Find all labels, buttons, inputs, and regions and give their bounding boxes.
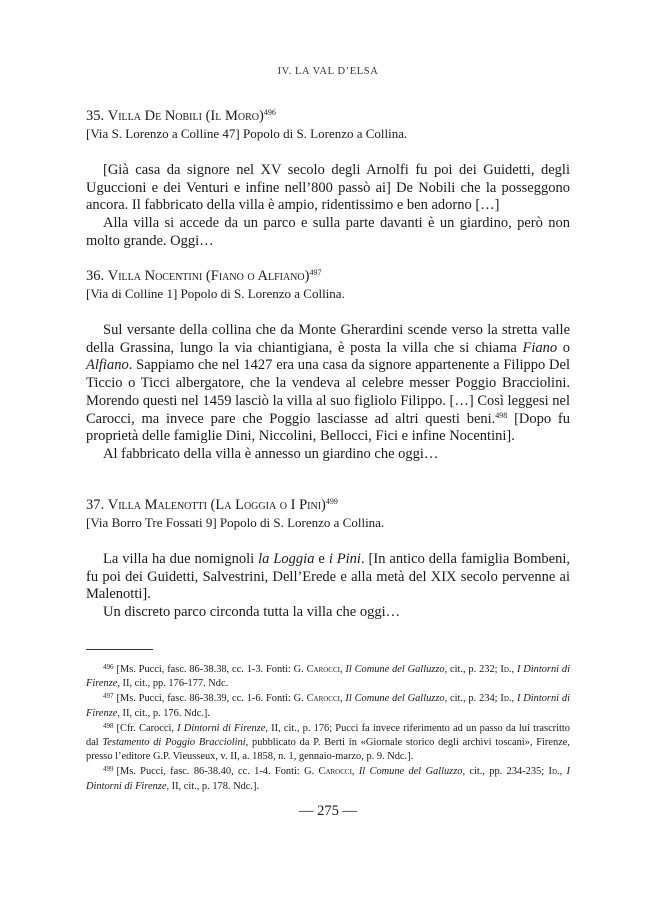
- running-head: IV. LA VAL D’ELSA: [277, 66, 379, 77]
- entry-paragraph: [Già casa da signore nel XV secolo degli Arnolfi fu poi dei Guidetti, degli Uguccioni e dei Venturi e infine nell’800 passò ai] De Nobili che la posseggono ancora. Il fabbricato della villa è ampio, ridentissimo e ben adorno […]: [86, 162, 570, 214]
- entry-location: [Via Borro Tre Fossati 9] Popolo di S. Lorenzo a Collina.: [86, 515, 385, 530]
- entry-title-text: Villa Nocentini (Fiano o Alfiano): [107, 268, 310, 284]
- footnote-rule: [86, 649, 153, 650]
- entry-title-text: Villa Malenotti (La Loggia o I Pini): [107, 497, 326, 513]
- entry-36: [86, 268, 570, 464]
- book-page: [86, 0, 570, 917]
- entry-title-text: Villa De Nobili (Il Moro): [107, 108, 264, 124]
- entry-paragraph: Sul versante della collina che da Monte Gherardini scende verso la stretta valle della Grassina, lungo la via chiantigiana, è posta la villa che si chiama Fiano o Alfiano. Sappiamo che nel 1427 era una casa da signore appartenente a Filippo Del Ticcio o Ticci albergatore, che la vendeva al celebre messer Poggio Bracciolini. Morendo questi nel 1459 lasciò la villa al suo figliolo Filippo. […] Così leggesi nel Carocci, ma invece pare che Poggio lasciasse ad altri questi beni.$^{498}$ [Dopo fu proprietà delle famiglie Dini, Niccolini, Bellocci, Fici e infine Nocentini].: [86, 322, 570, 445]
- entry-37: [86, 497, 570, 622]
- footnote-496: $^{496}$ [Ms. Pucci, fasc. 86-38.38, cc. 1-3. Fonti: G. Carocci, Il Comune del Galluzzo, cit., p. 232; Id., I Dintorni di Firenze, II, cit., pp. 176-177. Ndc.: [86, 663, 570, 690]
- entry-location: [Via di Colline 1] Popolo di S. Lorenzo a Collina.: [86, 286, 345, 301]
- entry-title: 37. Villa Malenotti (La Loggia o I Pini)$^{499}$: [86, 497, 338, 513]
- footnote-ref[interactable]: 497: [309, 268, 322, 277]
- footnotes: [86, 663, 570, 795]
- entry-paragraph: Al fabbricato della villa è annesso un giardino che oggi…: [103, 445, 439, 462]
- entry-paragraph: La villa ha due nomignoli la Loggia e i Pini. [In antico della famiglia Bombeni, fu poi dei Guidetti, Salvestrini, Dell’Erede e alla metà del XIX secolo pervenne ai Malenotti].: [86, 551, 571, 603]
- footnote-497: $^{497}$ [Ms. Pucci, fasc. 86-38.39, cc. 1-6. Fonti: G. Carocci, Il Comune del Galluzzo, cit., p. 234; Id., I Dintorni di Firenze, II, cit., p. 176. Ndc.].: [86, 692, 570, 719]
- footnote-498: $^{498}$ [Cfr. Carocci, I Dintorni di Firenze, II, cit., p. 176; Pucci fa invece riferimento ad un passo da lui trascritto dal Testamento di Poggio Bracciolini, pubblicato da P. Berti in «Giornale storico degli archivi toscani», Firenze, presso l’editore G.P. Vieusseux, v. II, a. 1858, n. 1, gennaio-marzo, p. 9. Ndc.].: [86, 721, 571, 763]
- entry-title: 35. Villa De Nobili (Il Moro)$^{496}$: [86, 108, 276, 124]
- entry-paragraph: Alla villa si accede da un parco e sulla parte davanti è un giardino, però non molto grande. Oggi…: [86, 215, 570, 249]
- footnote-ref[interactable]: 499: [325, 497, 338, 506]
- page-number: — 275 —: [299, 803, 357, 819]
- footnote-ref[interactable]: 496: [263, 108, 276, 117]
- entry-location: [Via S. Lorenzo a Colline 47] Popolo di S. Lorenzo a Collina.: [86, 126, 408, 141]
- entry-title: 36. Villa Nocentini (Fiano o Alfiano)$^{497}$: [86, 268, 322, 284]
- footnote-ref[interactable]: 498: [495, 410, 508, 420]
- footnote-499: $^{499}$ [Ms. Pucci, fasc. 86-38.40, cc. 1-4. Fonti: G. Carocci, Il Comune del Galluzzo, cit., pp. 234-235; Id., I Dintorni di Firenze, II, cit., p. 178. Ndc.].: [86, 765, 571, 792]
- entry-paragraph: Un discreto parco circonda tutta la villa che oggi…: [103, 604, 401, 621]
- entry-35: [86, 108, 570, 251]
